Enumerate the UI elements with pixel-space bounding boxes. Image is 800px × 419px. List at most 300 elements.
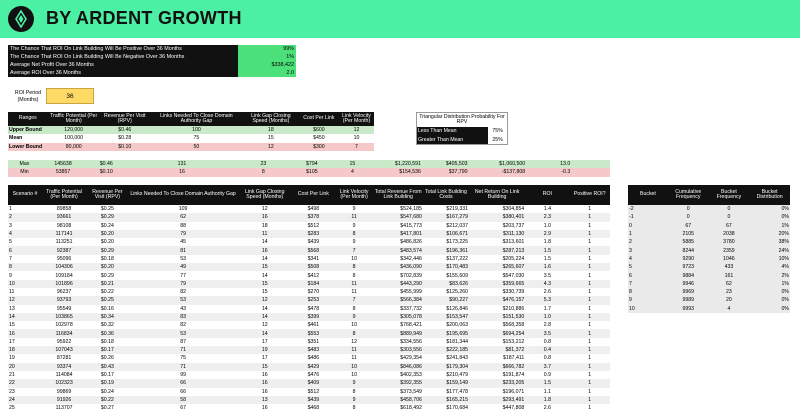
simulation-cell: $287,213	[502, 247, 525, 254]
simulation-cell: $380,401	[502, 214, 525, 221]
simulation-cell: $412	[307, 272, 320, 279]
simulation-cell: $0.19	[100, 380, 114, 387]
maxmin-cell: -$137,808	[501, 169, 526, 176]
ranges-cell[interactable]: 100	[192, 127, 201, 134]
simulation-cell: 2.3	[543, 214, 551, 221]
simulation-cell: 0.4	[543, 347, 551, 354]
triangular-table	[416, 112, 508, 145]
simulation-cell: 93793	[56, 297, 72, 304]
simulation-cell: $81,372	[505, 347, 525, 354]
bucket-cell: 0%	[749, 288, 790, 296]
simulation-cell: 0.8	[543, 355, 551, 362]
simulation-cell: 15	[261, 280, 268, 287]
ranges-header: Links Needed To Close Domain Authority Gap	[150, 112, 243, 126]
simulation-cell: $170,483	[446, 264, 468, 271]
simulation-row	[8, 313, 610, 321]
simulation-cell: $342,446	[400, 255, 422, 262]
simulation-row	[8, 238, 610, 246]
triangular-value: 25%	[492, 136, 503, 143]
ranges-cell[interactable]: 18	[268, 127, 274, 134]
simulation-cell: $443,290	[400, 280, 422, 287]
simulation-cell: 18	[261, 222, 268, 229]
simulation-cell: 16	[261, 247, 268, 254]
ranges-row	[8, 143, 374, 151]
simulation-row	[8, 321, 610, 329]
simulation-cell: $0.21	[100, 280, 114, 287]
ranges-header: Link Velocity (Per Month)	[339, 112, 374, 126]
bucket-cell: 2%	[749, 271, 790, 279]
bucket-header: Cumulative Frequency	[668, 185, 709, 205]
simulation-cell: 1	[588, 405, 592, 412]
bucket-cell: 9969	[668, 288, 709, 296]
bucket-cell: 38%	[749, 238, 790, 246]
simulation-header: Revenue Per Visit (RPV)	[86, 185, 129, 205]
simulation-cell: 7	[9, 255, 12, 262]
simulation-cell: $305,078	[400, 314, 422, 320]
maxmin-cell: $0.46	[99, 161, 113, 168]
simulation-cell: 0.8	[543, 338, 551, 345]
bucket-cell: 9946	[668, 280, 709, 288]
ranges-cell[interactable]: 12	[353, 127, 360, 134]
simulation-row	[8, 280, 610, 288]
simulation-cell: $378	[307, 214, 320, 221]
simulation-cell: 16	[261, 380, 268, 387]
simulation-cell: 1	[588, 347, 592, 354]
simulation-cell: 2.9	[543, 231, 551, 238]
ranges-header-row	[8, 112, 374, 126]
simulation-cell: $196,071	[502, 388, 525, 395]
simulation-cell: 117141	[55, 231, 73, 238]
simulation-cell: 49	[180, 264, 186, 271]
simulation-cell: $179,304	[446, 363, 468, 370]
summary-row	[8, 53, 296, 61]
simulation-cell: $468	[307, 405, 320, 412]
simulation-cell: 1	[588, 372, 592, 379]
maxmin-cell: $37,790	[448, 169, 468, 176]
simulation-cell: 8	[352, 231, 356, 238]
simulation-row	[8, 388, 610, 396]
ranges-cell[interactable]: 75	[193, 135, 200, 142]
bucket-cell: 3	[628, 246, 668, 254]
bucket-cell: 1	[628, 230, 668, 238]
bucket-cell: 2359	[709, 246, 750, 254]
simulation-cell: 58	[180, 396, 186, 403]
ranges-cell[interactable]: 120,000	[64, 127, 84, 134]
simulation-cell: $359,665	[502, 280, 525, 287]
bucket-cell: 10	[628, 305, 668, 313]
simulation-cell: 75	[180, 355, 186, 362]
simulation-cell: 96237	[56, 289, 72, 296]
bucket-cell: 24%	[749, 246, 790, 254]
ranges-header: Ranges	[8, 112, 48, 126]
bucket-row	[628, 280, 790, 288]
ranges-cell[interactable]: $0.10	[118, 143, 132, 150]
simulation-cell: 79	[180, 280, 186, 287]
simulation-cell: 109184	[55, 272, 73, 279]
simulation-cell: 104306	[55, 264, 73, 271]
simulation-cell: $478	[307, 305, 320, 312]
simulation-cell: $0.24	[100, 222, 114, 229]
simulation-cell: 103865	[55, 314, 73, 320]
bucket-cell: 0%	[749, 205, 790, 213]
summary-value: 99%	[238, 45, 296, 53]
simulation-cell: 9	[352, 206, 356, 213]
bucket-header: Bucket Distribution	[749, 185, 790, 205]
simulation-cell: $0.34	[100, 314, 114, 320]
simulation-cell: $417,801	[400, 231, 422, 238]
simulation-cell: 14	[261, 305, 268, 312]
simulation-header: Scenario #	[8, 185, 42, 205]
simulation-cell: 95096	[56, 255, 72, 262]
bucket-header: Bucket Frequency	[709, 185, 750, 205]
bucket-cell: 10%	[749, 255, 790, 263]
simulation-row	[8, 396, 610, 404]
simulation-row	[8, 363, 610, 371]
simulation-cell: 1	[588, 231, 592, 238]
ranges-table	[8, 112, 374, 151]
simulation-cell: $184	[307, 280, 320, 287]
simulation-cell: $439	[307, 396, 320, 403]
simulation-cell: 1	[588, 314, 592, 320]
simulation-cell: 16	[261, 388, 268, 395]
summary-label: The Chance That ROI On Link Building Will Be Negative Over 36 Months	[8, 53, 238, 61]
simulation-cell: 1	[588, 396, 592, 403]
simulation-cell: 87	[180, 338, 186, 345]
simulation-cell: 10	[351, 372, 357, 379]
simulation-cell: 53	[180, 330, 186, 337]
simulation-cell: 1.0	[543, 222, 551, 229]
simulation-cell: $155,609	[446, 272, 468, 279]
simulation-cell: $0.27	[100, 405, 114, 412]
ranges-cell[interactable]: $450	[313, 135, 325, 142]
simulation-cell: $0.29	[100, 272, 114, 279]
simulation-cell: 17	[261, 355, 268, 362]
simulation-cell: 1.7	[543, 305, 551, 312]
bucket-row	[628, 246, 790, 254]
simulation-header: Total Link Building Costs	[423, 185, 469, 205]
simulation-cell: 15	[261, 264, 268, 271]
simulation-row	[8, 379, 610, 387]
ranges-row-name: Lower Bound	[9, 143, 43, 150]
simulation-cell: $334,556	[400, 338, 422, 345]
simulation-cell: 3	[9, 222, 12, 229]
simulation-cell: 20	[9, 363, 15, 370]
simulation-cell: 8	[352, 272, 356, 279]
maxmin-row-name: Min	[20, 169, 29, 176]
maxmin-cell: 23	[260, 161, 267, 168]
simulation-cell: 11	[9, 289, 15, 296]
simulation-cell: $566,384	[400, 297, 422, 304]
simulation-cell: 14	[9, 314, 15, 320]
triangular-header-row	[417, 113, 508, 128]
simulation-cell: 7	[352, 297, 356, 304]
simulation-cell: 19	[9, 355, 15, 362]
simulation-cell: 2	[9, 214, 12, 221]
simulation-cell: $483,574	[400, 247, 422, 254]
simulation-cell: 1.6	[543, 264, 551, 271]
simulation-cell: 12	[261, 206, 268, 213]
maxmin-cell: 13.0	[560, 161, 571, 168]
simulation-cell: 114084	[55, 372, 73, 379]
simulation-cell: 1.8	[543, 239, 551, 246]
simulation-cell: 1	[588, 206, 592, 213]
ranges-row	[8, 126, 374, 134]
bucket-row	[628, 271, 790, 279]
bucket-row	[628, 222, 790, 230]
simulation-cell: 23	[9, 388, 15, 395]
simulation-cell: $219,331	[446, 206, 468, 213]
bucket-row	[628, 230, 790, 238]
simulation-cell: $498	[307, 206, 320, 213]
simulation-cell: $153,212	[502, 338, 525, 345]
simulation-cell: $187,411	[503, 355, 525, 362]
bucket-header: Bucket	[628, 185, 668, 205]
bucket-cell: 1046	[709, 255, 750, 263]
simulation-cell: $210,479	[446, 372, 468, 379]
triangular-label: Greater Than Mean	[417, 136, 489, 145]
simulation-cell: 17	[261, 338, 268, 345]
simulation-cell: 9	[352, 239, 356, 246]
simulation-cell: 15	[261, 363, 268, 370]
ranges-cell[interactable]: 15	[268, 135, 274, 142]
ardent-logo-icon	[8, 6, 34, 32]
summary-value: 1%	[238, 53, 296, 61]
ranges-cell[interactable]: 100,000	[64, 135, 84, 142]
simulation-cell: 45	[180, 239, 186, 246]
simulation-cell: $106,671	[446, 231, 468, 238]
simulation-cell: $126,846	[446, 305, 468, 312]
simulation-cell: 1	[588, 297, 592, 304]
ranges-cell[interactable]: 12	[268, 143, 274, 150]
simulation-cell: $270	[307, 289, 320, 296]
bucket-cell: 9989	[668, 296, 709, 304]
simulation-cell: 95922	[56, 338, 72, 345]
simulation-cell: $568	[307, 247, 320, 254]
brand-bar	[0, 0, 800, 38]
simulation-cell: $402,353	[400, 372, 422, 379]
simulation-cell: 11	[351, 355, 357, 362]
simulation-cell: 8	[352, 330, 356, 337]
simulation-cell: 12	[351, 338, 357, 345]
maxmin-cell: 8	[261, 169, 265, 176]
simulation-cell: 93661	[56, 214, 72, 221]
triangular-row	[417, 127, 508, 136]
simulation-cell: 14	[261, 314, 268, 320]
maxmin-cell: $405,503	[445, 161, 468, 168]
simulation-cell: 1	[588, 380, 592, 387]
simulation-header: Total Revenue From Link Building	[373, 185, 422, 205]
simulation-cell: 1	[588, 222, 592, 229]
maxmin-cell: 16	[179, 169, 185, 176]
maxmin-cell: $0.10	[99, 169, 113, 176]
simulation-cell: $181,344	[446, 338, 468, 345]
bucket-cell: 0%	[749, 296, 790, 304]
simulation-cell: 77	[180, 272, 186, 279]
bucket-cell: 7	[628, 280, 668, 288]
bucket-cell: 5885	[668, 238, 709, 246]
simulation-row	[8, 222, 610, 230]
simulation-cell: 87281	[56, 355, 72, 362]
simulation-cell: 14	[261, 255, 268, 262]
simulation-cell: 12	[261, 322, 268, 329]
maxmin-cell: 145638	[54, 161, 72, 168]
simulation-row	[8, 205, 610, 213]
bucket-row	[628, 238, 790, 246]
simulation-cell: $303,556	[400, 347, 422, 354]
ranges-cell[interactable]: 80,000	[65, 143, 82, 150]
simulation-cell: 8	[352, 305, 356, 312]
maxmin-spacer	[571, 160, 610, 168]
simulation-cell: 92387	[56, 247, 72, 254]
ranges-cell[interactable]: 50	[193, 143, 200, 150]
simulation-cell: 113707	[55, 405, 73, 412]
bucket-cell: 23	[709, 288, 750, 296]
bucket-cell: 67	[709, 222, 750, 230]
simulation-cell: 16	[9, 330, 15, 337]
simulation-cell: $0.20	[100, 231, 114, 238]
simulation-cell: $0.17	[100, 372, 114, 379]
simulation-cell: 101896	[55, 280, 73, 287]
simulation-cell: 1	[588, 305, 592, 312]
maxmin-row	[8, 168, 610, 176]
simulation-header: Net Return On Link Building	[469, 185, 525, 205]
simulation-cell: 79	[180, 231, 186, 238]
simulation-cell: 1.8	[543, 396, 551, 403]
simulation-cell: 53	[180, 255, 186, 262]
simulation-cell: 66	[180, 380, 186, 387]
ranges-cell[interactable]: 7	[355, 143, 358, 150]
ranges-cell[interactable]: $0.46	[118, 127, 132, 134]
simulation-row	[8, 296, 610, 304]
bucket-table	[628, 185, 790, 313]
bucket-cell: 161	[709, 271, 750, 279]
simulation-cell: 12	[261, 297, 268, 304]
maxmin-row	[8, 160, 610, 168]
simulation-cell: $212,037	[446, 222, 468, 229]
simulation-cell: 22	[9, 380, 15, 387]
simulation-cell: $889,949	[400, 330, 422, 337]
ranges-cell[interactable]: $600	[313, 127, 325, 134]
simulation-cell: 113251	[55, 239, 73, 246]
simulation-cell: 1	[588, 264, 592, 271]
bucket-cell: 4	[709, 305, 750, 313]
simulation-cell: 2.6	[543, 289, 551, 296]
simulation-cell: 67	[180, 405, 186, 412]
simulation-row	[8, 404, 610, 412]
simulation-cell: $341	[307, 255, 320, 262]
simulation-cell: $0.29	[100, 247, 114, 254]
simulation-cell: 109	[178, 206, 188, 213]
simulation-cell: 1.5	[543, 255, 551, 262]
bucket-cell: 0	[709, 213, 750, 221]
simulation-cell: 1	[588, 239, 592, 246]
roi-period-input[interactable]: 36	[46, 88, 94, 104]
simulation-cell: $90,227	[449, 297, 468, 304]
bucket-row	[628, 213, 790, 221]
ranges-row	[8, 134, 374, 142]
simulation-cell: 11	[262, 231, 268, 238]
summary-label: Average Net Profit Over 36 Months	[8, 61, 238, 69]
summary-row	[8, 69, 296, 77]
ranges-header: Revenue Per Visit (RPV)	[100, 112, 150, 126]
ranges-cell[interactable]: 10	[353, 135, 360, 142]
bucket-cell: 5	[628, 263, 668, 271]
simulation-cell: $0.22	[100, 289, 114, 296]
simulation-cell: $409	[307, 380, 320, 387]
simulation-row	[8, 371, 610, 379]
simulation-cell: 10	[351, 322, 357, 329]
simulation-cell: 17	[9, 338, 15, 345]
simulation-cell: $455,999	[400, 289, 422, 296]
simulation-cell: 24	[9, 396, 15, 403]
bucket-cell: 9290	[668, 255, 709, 263]
simulation-cell: 53	[180, 297, 186, 304]
simulation-cell: 14	[261, 272, 268, 279]
simulation-cell: 2.6	[543, 405, 551, 412]
simulation-cell: $373,549	[400, 388, 422, 395]
ranges-header: Cost Per Link	[299, 112, 339, 126]
simulation-cell: $151,530	[502, 314, 525, 320]
summary-row	[8, 61, 296, 69]
simulation-cell: $512	[307, 388, 320, 395]
maxmin-cell: $794	[306, 161, 318, 168]
bucket-cell: 6	[628, 271, 668, 279]
simulation-cell: $429	[307, 363, 320, 370]
simulation-cell: $399	[307, 314, 320, 320]
simulation-cell: $196,361	[446, 247, 468, 254]
simulation-cell: $0.26	[100, 355, 114, 362]
simulation-cell: 19	[261, 347, 268, 354]
simulation-cell: $486,826	[400, 239, 422, 246]
simulation-cell: 1	[588, 338, 592, 345]
bucket-cell: 9884	[668, 271, 709, 279]
ranges-row-name: Upper Bound	[9, 127, 42, 134]
bucket-cell: 2	[628, 238, 668, 246]
simulation-cell: $0.20	[100, 239, 114, 246]
simulation-cell: $265,607	[502, 264, 525, 271]
simulation-table	[8, 185, 610, 412]
simulation-cell: 1.0	[543, 314, 551, 320]
ranges-cell[interactable]: $300	[313, 143, 325, 150]
simulation-cell: $173,225	[446, 239, 468, 246]
simulation-cell: 1	[588, 322, 592, 329]
summary-value: 2.0	[238, 69, 296, 77]
simulation-cell: $618,492	[400, 405, 422, 412]
simulation-cell: 12	[9, 297, 15, 304]
simulation-cell: 3.5	[543, 272, 551, 279]
simulation-cell: 11	[351, 289, 357, 296]
bucket-cell: 8	[628, 288, 668, 296]
maxmin-cell: 15	[349, 161, 356, 168]
bucket-cell: 0	[668, 213, 709, 221]
bucket-cell: 9993	[668, 305, 709, 313]
simulation-cell: 9	[352, 380, 356, 387]
simulation-cell: $167,279	[446, 214, 468, 221]
simulation-cell: 13	[261, 396, 268, 403]
bucket-row	[628, 255, 790, 263]
maxmin-spacer	[571, 168, 610, 176]
simulation-cell: 9	[9, 272, 12, 279]
simulation-cell: 93374	[56, 363, 72, 370]
bucket-cell: 0	[628, 222, 668, 230]
simulation-cell: $553	[307, 330, 320, 337]
simulation-cell: 88	[180, 222, 186, 229]
triangular-header: Triangular Distribution Probability For RPV	[417, 113, 508, 128]
roi-period-label: ROI Period (Months)	[14, 90, 42, 103]
triangular-row	[417, 136, 508, 145]
simulation-cell: $283	[307, 231, 320, 238]
ranges-cell[interactable]: $0.28	[118, 135, 132, 142]
